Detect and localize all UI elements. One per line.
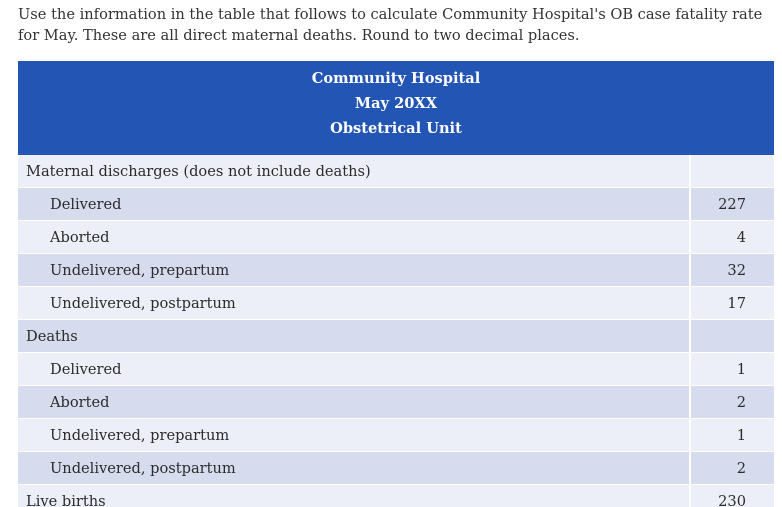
hospital-data-table	[18, 61, 774, 507]
table-row	[18, 221, 774, 254]
data-table-container	[18, 61, 774, 507]
row-label-live-births: Live births	[18, 485, 690, 507]
row-label: Delivered	[18, 353, 690, 386]
row-label: Delivered	[18, 188, 690, 221]
table-row	[18, 485, 774, 507]
row-value: 230	[690, 485, 774, 507]
table-row	[18, 386, 774, 419]
table-row	[18, 353, 774, 386]
table-row	[18, 188, 774, 221]
header-hospital-name: Community Hospital	[311, 70, 481, 87]
section-label-discharges: Maternal discharges (does not include deaths)	[18, 155, 690, 188]
table-header-row	[18, 61, 774, 155]
row-value: 1	[690, 419, 774, 452]
row-value: 17	[690, 287, 774, 320]
question-line-1: Use the information in the table that follows to calculate Community Hospital's OB case fatality rate	[18, 6, 763, 23]
table-row	[18, 419, 774, 452]
table-row	[18, 287, 774, 320]
row-label: Undelivered, prepartum	[18, 254, 690, 287]
row-label: Undelivered, postpartum	[18, 287, 690, 320]
row-value: 2	[690, 386, 774, 419]
row-value	[690, 320, 774, 353]
table-row	[18, 320, 774, 353]
table-row	[18, 452, 774, 485]
header-unit: Obstetrical Unit	[330, 120, 462, 137]
row-label: Aborted	[18, 386, 690, 419]
section-label-deaths: Deaths	[18, 320, 690, 353]
header-period: May 20XX	[354, 95, 438, 112]
table-row	[18, 254, 774, 287]
row-value: 32	[690, 254, 774, 287]
table-row	[18, 155, 774, 188]
row-label: Aborted	[18, 221, 690, 254]
row-label: Undelivered, prepartum	[18, 419, 690, 452]
row-value: 227	[690, 188, 774, 221]
row-label: Undelivered, postpartum	[18, 452, 690, 485]
table-header	[18, 61, 774, 155]
row-value: 2	[690, 452, 774, 485]
question-line-2: for May. These are all direct maternal deaths. Round to two decimal places.	[18, 27, 580, 44]
question-text	[18, 4, 780, 46]
row-value	[690, 155, 774, 188]
row-value: 1	[690, 353, 774, 386]
row-value: 4	[690, 221, 774, 254]
